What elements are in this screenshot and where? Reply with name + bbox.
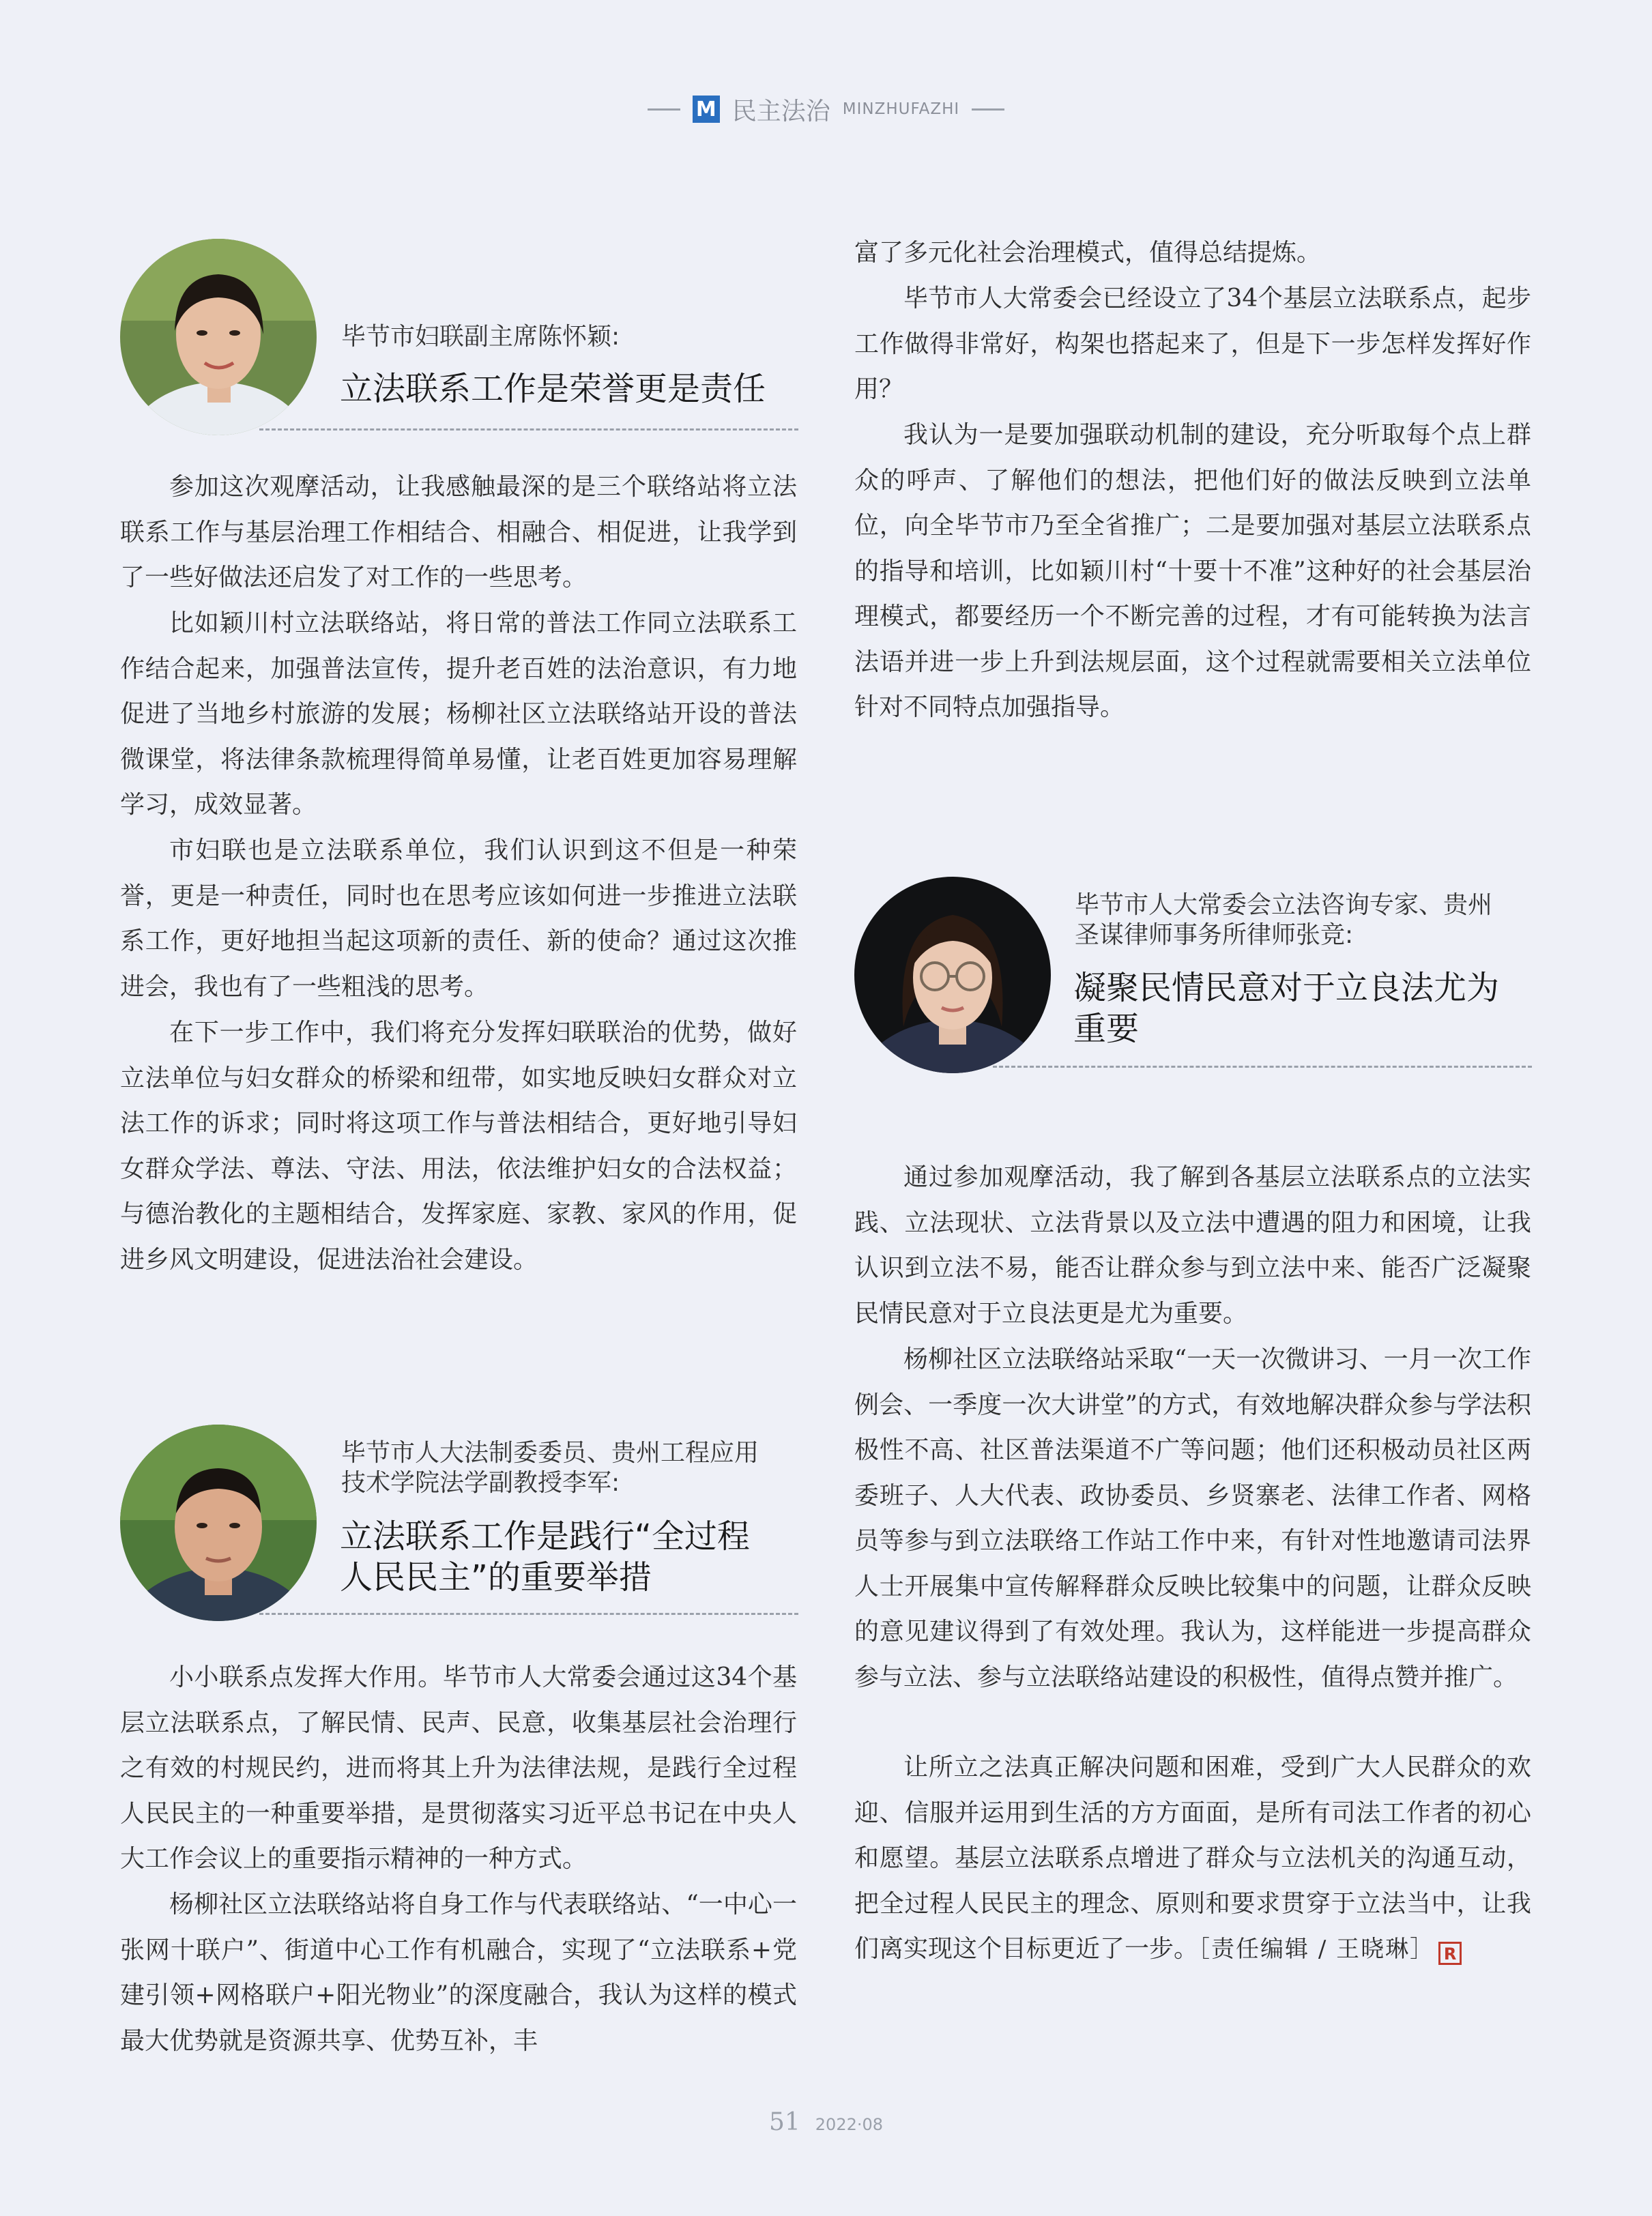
paragraph: 在下一步工作中，我们将充分发挥妇联联治的优势，做好立法单位与妇女群众的桥梁和纽带，如实地反映妇女群众对立法工作的诉求；同时将这项工作与普法相结合，更好地引导妇女群众学法、尊法、守法、用法，依法维护妇女的合法权益；与德治教化的主题相结合，发挥家庭、家教、家风的作用，促进乡风文明建设，促进法治社会建设。 — [120, 1019, 797, 1274]
avatar-li-jun — [120, 1425, 317, 1621]
speaker-name-3a: 毕节市人大常委会立法咨询专家、贵州 — [1075, 891, 1493, 919]
speaker-name-3b: 圣谋律师事务所律师张竞: — [1075, 921, 1354, 949]
paragraph: 小小联系点发挥大作用。毕节市人大常委会通过这34个基层立法联系点，了解民情、民声、民意，收集基层社会治理行之有效的村规民约，进而将其上升为法律法规，是践行全过程人民民主的一种重要举措，是贯彻落实习近平总书记在中央人大工作会议上的重要指示精神的一种方式。 — [120, 1663, 797, 1873]
avatar-zhang-jing — [854, 877, 1051, 1073]
section-title-2a: 立法联系工作是践行“全过程 — [340, 1517, 750, 1556]
magazine-logo-icon: M — [693, 96, 720, 123]
page-footer — [0, 2108, 1652, 2136]
section-title-1: 立法联系工作是荣誉更是责任 — [340, 370, 766, 408]
speaker-name-1: 毕节市妇联副主席陈怀颖: — [341, 323, 620, 351]
speaker-name-2b: 技术学院法学副教授李军: — [341, 1469, 620, 1497]
paragraph: 毕节市人大常委会已经设立了34个基层立法联系点，起步工作做得非常好，构架也搭起来了，但是下一步怎样发挥好作用？ — [854, 285, 1531, 403]
paragraph: 参加这次观摩活动，让我感触最深的是三个联络站将立法联系工作与基层治理工作相结合、相融合、相促进，让我学到了一些好做法还启发了对工作的一些思考。 — [120, 473, 797, 592]
editor-credit: ［责任编辑 / 王晓琳］ — [1198, 1936, 1435, 1963]
end-mark-icon: R — [1438, 1942, 1462, 1965]
section-name-cn: 民主法治 — [731, 97, 830, 126]
paragraph: 市妇联也是立法联系单位，我们认识到这不但是一种荣誉，更是一种责任，同时也在思考应该如何进一步推进立法联系工作，更好地担当起这项新的责任、新的使命？通过这次推进会，我也有了一些粗浅的思考。 — [120, 836, 797, 1001]
section-divider-2 — [259, 1613, 798, 1615]
issue-date: 2022·08 — [815, 2115, 884, 2134]
section-divider-3 — [993, 1066, 1532, 1068]
paragraph: 杨柳社区立法联络站将自身工作与代表联络站、“一中心一张网十联户”、街道中心工作有机融合，实现了“立法联系+党建引领+网格联户+阳光物业”的深度融合，我认为这样的模式最大优势就是资源共享、优势互补，丰 — [120, 1891, 797, 2055]
running-header — [0, 89, 1652, 130]
page-number: 51 — [768, 2108, 800, 2136]
paragraph-last-text: 让所立之法真正解决问题和困难，受到广大人民群众的欢迎、信服并运用到生活的方方面面，是所有司法工作者的初心和愿望。基层立法联系点增进了群众与立法机关的沟通互动，把全过程人民民主的理念、原则和要求贯穿于立法当中，让我们离实现这个目标更近了一步。 — [854, 1753, 1531, 1963]
section-title-3b: 重要 — [1073, 1010, 1140, 1048]
header-right-dash — [972, 108, 1004, 111]
paragraph: 通过参加观摩活动，我了解到各基层立法联系点的立法实践、立法现状、立法背景以及立法中遭遇的阻力和困境，让我认识到立法不易，能否让群众参与到立法中来、能否广泛凝聚民情民意对于立良法更是尤为重要。 — [854, 1163, 1531, 1328]
section-title-3a: 凝聚民情民意对于立良法尤为 — [1073, 969, 1500, 1007]
section-title-2b: 人民民主”的重要举措 — [340, 1558, 652, 1597]
section-name-en: MINZHUFAZHI — [842, 100, 960, 118]
speaker-name-2a: 毕节市人大法制委委员、贵州工程应用 — [341, 1439, 759, 1467]
paragraph: 我认为一是要加强联动机制的建设，充分听取每个点上群众的呼声、了解他们的想法，把他们好的做法反映到立法单位，向全毕节市乃至全省推广；二是要加强对基层立法联系点的指导和培训，比如颖川村“十要十不准”这种好的社会基层治理模式，都要经历一个不断完善的过程，才有可能转换为法言法语并进一步上升到法规层面，这个过程就需要相关立法单位针对不同特点加强指导。 — [854, 421, 1531, 721]
paragraph: 杨柳社区立法联络站采取“一天一次微讲习、一月一次工作例会、一季度一次大讲堂”的方式，有效地解决群众参与学法积极性不高、社区普法渠道不广等问题；他们还积极动员社区两委班子、人大代表、政协委员、乡贤寨老、法律工作者、网格员等参与到立法联络工作站工作中来，有针对性地邀请司法界人士开展集中宣传解释群众反映比较集中的问题，让群众反映的意见建议得到了有效处理。我认为，这样能进一步提高群众参与立法、参与立法联络站建设的积极性，值得点赞并推广。 — [854, 1345, 1531, 1691]
paragraph-continuation: 富了多元化社会治理模式，值得总结提炼。 — [854, 239, 1322, 267]
paragraph: 比如颖川村立法联络站，将日常的普法工作同立法联系工作结合起来，加强普法宣传，提升老百姓的法治意识，有力地促进了当地乡村旅游的发展；杨柳社区立法联络站开设的普法微课堂，将法律条款梳理得简单易懂，让老百姓更加容易理解学习，成效显著。 — [120, 609, 797, 819]
section-divider-1 — [259, 428, 798, 431]
avatar-chen-huaiying — [120, 239, 317, 435]
paragraph-last — [854, 1745, 1531, 1972]
header-left-dash — [648, 108, 680, 111]
